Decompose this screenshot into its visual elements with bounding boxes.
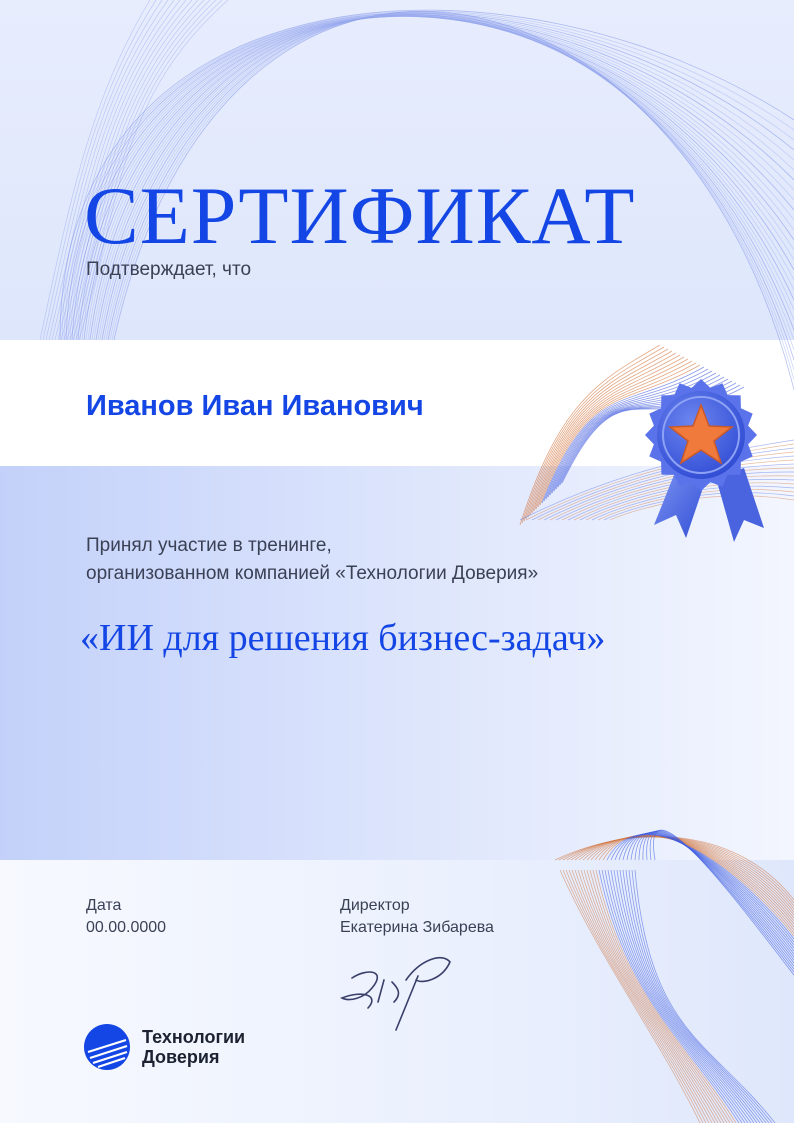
- date-label: Дата: [86, 897, 122, 914]
- director-label: Директор: [340, 897, 410, 914]
- company-logo-icon: [82, 1022, 132, 1072]
- date-value: 00.00.0000: [86, 919, 167, 936]
- company-logo: [82, 1022, 245, 1072]
- description-line-2: организованном компанией «Технологии Доверия»: [86, 563, 539, 584]
- star-medal-icon: [636, 360, 766, 550]
- signature-icon: [332, 940, 462, 1035]
- logo-line-2: Доверия: [142, 1047, 220, 1067]
- participation-description: [86, 532, 538, 588]
- company-logo-text: [142, 1027, 245, 1067]
- course-title: «ИИ для решения бизнес-задач»: [80, 617, 606, 659]
- description-line-1: Принял участие в тренинге,: [86, 535, 332, 556]
- logo-line-1: Технологии: [142, 1027, 246, 1047]
- certificate-title: СЕРТИФИКАТ: [84, 170, 636, 261]
- recipient-name: Иванов Иван Иванович: [86, 390, 424, 422]
- subtitle: Подтверждает, что: [86, 259, 252, 280]
- director-name: Екатерина Зибарева: [340, 919, 494, 936]
